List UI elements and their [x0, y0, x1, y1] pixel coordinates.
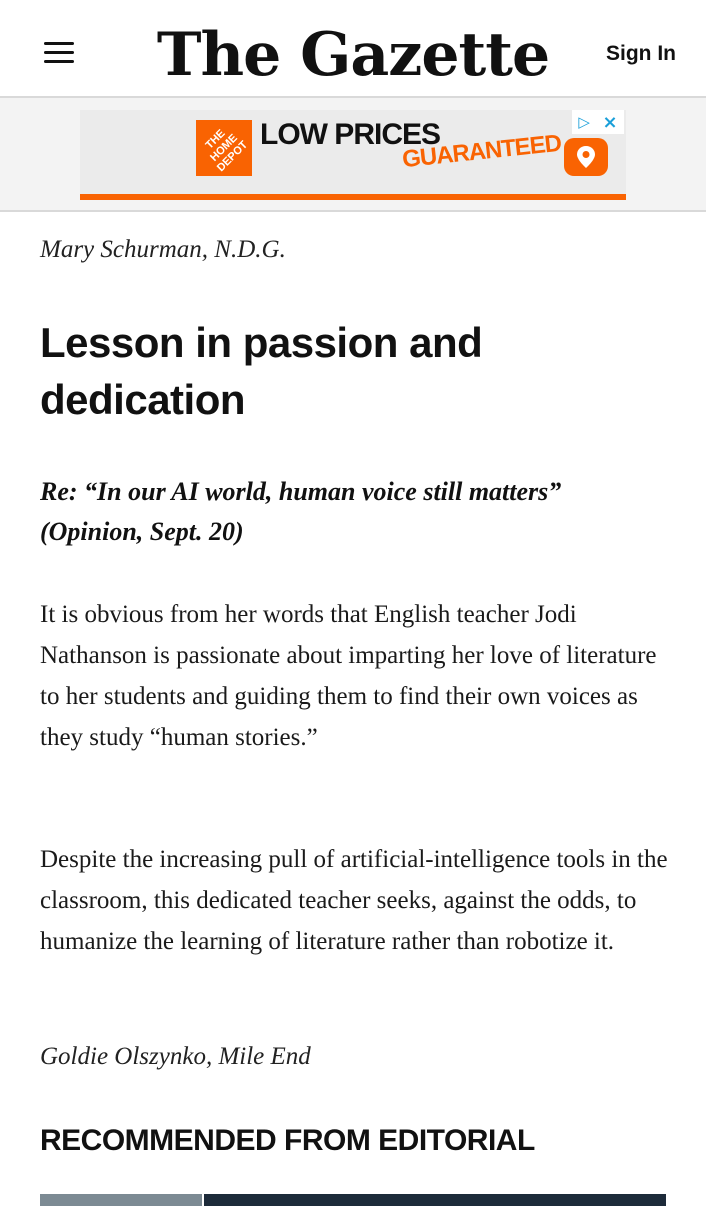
ad-banner-area: [0, 98, 706, 212]
top-navigation-bar: [0, 0, 706, 98]
previous-letter-signature: Mary Schurman, N.D.G.: [40, 236, 286, 263]
article-paragraph: It is obvious from her words that English teacher Jodi Nathanson is passionate about imparting her love of literature to her students and guiding them to find their own voices as they study “human stories.”: [40, 601, 657, 751]
letter-signature: Goldie Olszynko, Mile End: [40, 1043, 311, 1070]
recommended-thumbnail[interactable]: [204, 1194, 666, 1206]
adchoices-icon[interactable]: ▷: [578, 113, 590, 131]
site-logo[interactable]: The Gazette: [156, 20, 550, 90]
letter-headline: Lesson in passion and dedication: [40, 319, 483, 423]
sign-in-link[interactable]: Sign In: [606, 42, 676, 65]
ad-controls: [572, 110, 624, 134]
recommended-thumbnail[interactable]: [40, 1194, 202, 1206]
recommended-heading: RECOMMENDED FROM EDITORIAL: [40, 1124, 535, 1157]
close-icon[interactable]: ×: [602, 111, 618, 133]
ad-brand-text: THE HOME DEPOT: [203, 127, 251, 175]
re-line: Re: “In our AI world, human voice still matters” (Opinion, Sept. 20): [40, 477, 562, 546]
location-pin-icon: [564, 138, 608, 176]
ad-banner[interactable]: [80, 110, 626, 200]
home-depot-logo: [196, 120, 252, 176]
ad-subline: GUARANTEED: [400, 129, 563, 174]
ad-headline: LOW PRICES: [260, 118, 441, 151]
article-paragraph: Despite the increasing pull of artificial-intelligence tools in the classroom, this dedicated teacher seeks, against the odds, to humanize the learning of literature rather than robotize it.: [40, 846, 668, 955]
